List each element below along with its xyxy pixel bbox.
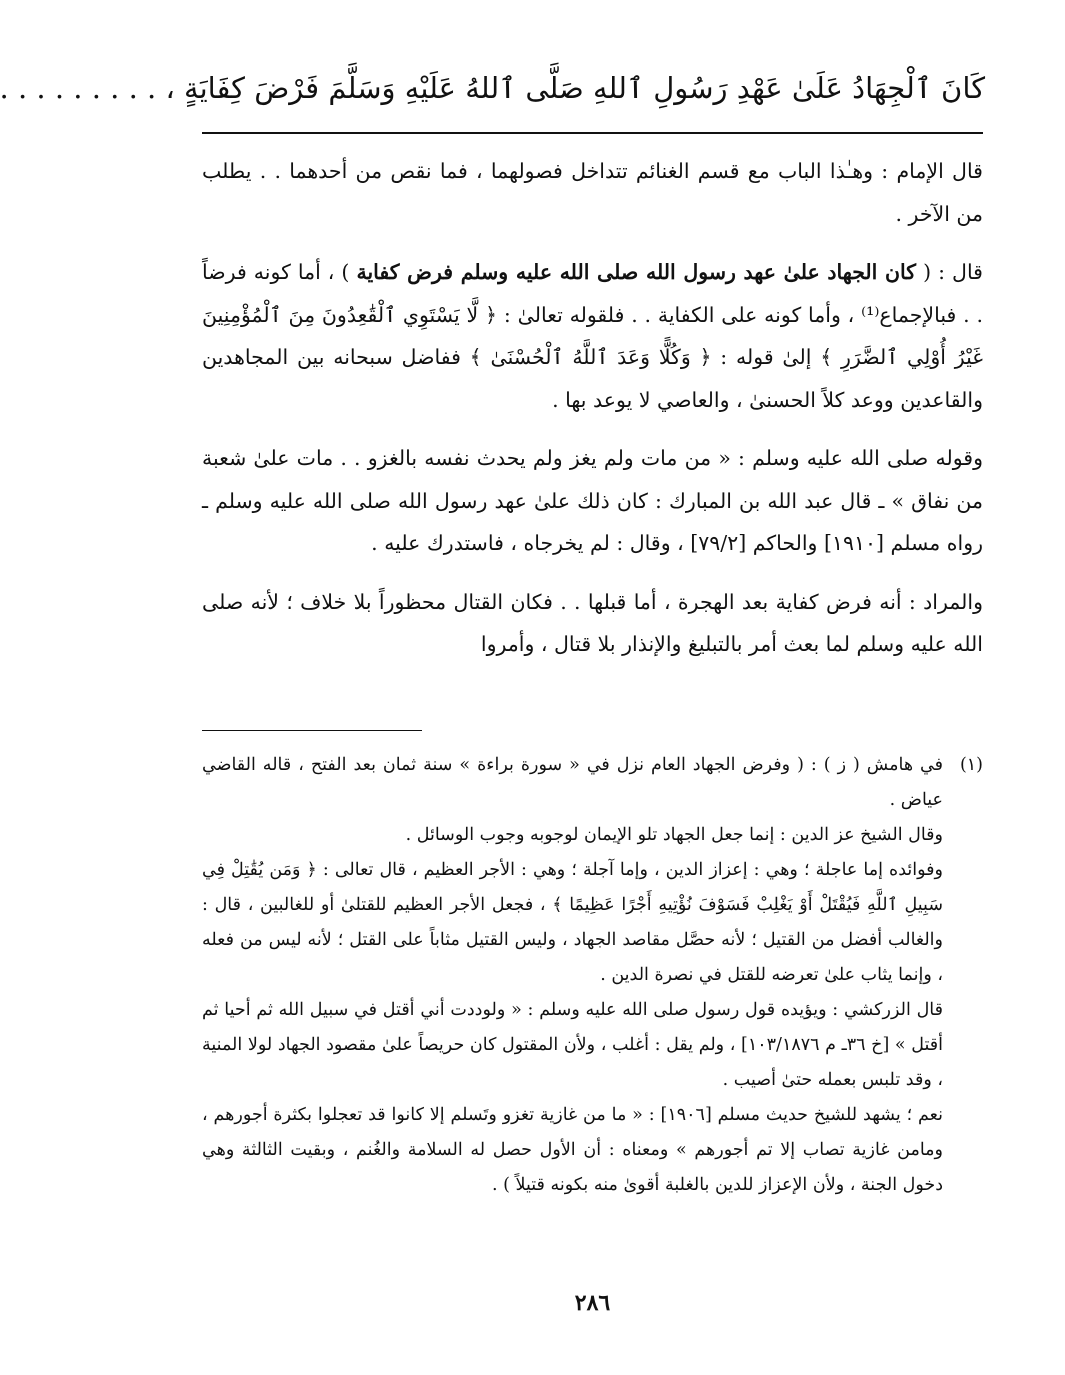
paragraph-2 — [202, 251, 983, 421]
header-divider — [202, 132, 983, 134]
paragraph-3: وقوله صلى الله عليه وسلم : « من مات ولم يغز ولم يحدث نفسه بالغزو . . مات علىٰ شعبة من نفاق » ـ قال عبد الله بن المبارك : كان ذلك علىٰ عهد رسول الله صلى الله عليه وسلم ـ رواه مسلم [١٩١٠] والحاكم [٧٩/٢] ، وقال : لم يخرجاه ، فاستدرك عليه . — [202, 446, 983, 555]
running-header-title: كَانَ ٱلْجِهَادُ عَلَىٰ عَهْدِ رَسُولِ ٱللهِ صَلَّى ٱللهُ عَلَيْهِ وَسَلَّمَ فَرْضَ كِفَايَةٍ ، . . . . . . . . . — [0, 71, 985, 105]
footnote-number: (١) — [959, 755, 983, 775]
paragraph-2-matn: كان الجهاد علىٰ عهد رسول الله صلى الله عليه وسلم فرض كفاية — [356, 260, 917, 284]
paragraph-2-intro: قال : ( — [916, 260, 983, 284]
footnotes — [202, 748, 983, 1203]
paragraph-4: والمراد : أنه فرض كفاية بعد الهجرة ، أما قبلها . . فكان القتال محظوراً بلا خلاف ؛ لأنه صلى الله عليه وسلم لما بعث أمر بالتبليغ والإنذار بلا قتال ، وأمروا — [202, 589, 983, 656]
paragraph-1: قال الإمام : وهـٰذا الباب مع قسم الغنائم تتداخل فصولهما ، فما نقص من أحدهما . . يطلب من الآخر . — [202, 159, 983, 226]
footnote-body — [202, 748, 943, 1203]
paragraph-2-rest: ) ، أما كونه فرضاً . . فبالإجماع⁽¹⁾ ، وأما كونه على الكفاية . . فلقوله تعالىٰ : ﴿ لَّا يَسْتَوِي ٱلْقَٰعِدُونَ مِنَ ٱلْمُؤْمِنِينَ غَيْرُ أُوْلِي ٱلضَّرَرِ ﴾ إلىٰ قوله : ﴿ وَكُلًّا وَعَدَ ٱللَّهُ ٱلْحُسْنَىٰ ﴾ ففاضل سبحانه بين المجاهدين والقاعدين ووعد كلاً الحسنىٰ ، والعاصي لا يوعد بها . — [202, 260, 983, 412]
footnote-1 — [202, 748, 983, 1203]
footnote-divider — [202, 730, 422, 731]
footnote-paragraph-2: وقال الشيخ عز الدين : إنما جعل الجهاد تلو الإيمان لوجوبه وجوب الوسائل . — [405, 825, 943, 845]
footnote-paragraph-4: قال الزركشي : ويؤيده قول رسول صلى الله عليه وسلم : « ولوددت أني أقتل في سبيل الله ثم أحيا ثم أقتل » [خ ٣٦ـ م ١٠٣/١٨٧٦] ، ولم يقل : أغلب ، ولأن المقتول كان حريصاً علىٰ مقصود الجهاد لولا المنية ، وقد تلبس بعمله حتىٰ أصيب . — [202, 1000, 943, 1090]
footnote-paragraph-5: نعم ؛ يشهد للشيخ حديث مسلم [١٩٠٦] : « ما من غازية تغزو وتَسلم إلا كانوا قد تعجلوا بكثرة أجورهم ، ومامن غازية تصاب إلا تم أجورهم » ومعناه : أن الأول حصل له السلامة والغُنم ، وبقيت الثالثة وهي دخول الجنة ، ولأن الإعزاز للدين بالغلبة أقوىٰ منه بكونه قتيلاً ) . — [202, 1105, 943, 1195]
footnote-paragraph-1: في هامش ( ز ) : ( وفرض الجهاد العام نزل في « سورة براءة » سنة ثمان بعد الفتح ، قاله القاضي عياض . — [202, 755, 943, 810]
main-text — [202, 150, 983, 682]
page-number: ٢٨٦ — [574, 1290, 611, 1316]
footnote-paragraph-3: وفوائده إما عاجلة ؛ وهي : إعزاز الدين ، وإما آجلة ؛ وهي : الأجر العظيم ، قال تعالى : ﴿ وَمَن يُقَٰتِلْ فِي سَبِيلِ ٱللَّهِ فَيُقْتَلْ أَوْ يَغْلِبْ فَسَوْفَ نُؤْتِيهِ أَجْرًا عَظِيمًا ﴾ ، فجعل الأجر العظيم للقتلىٰ أو للغالبين ، قال : والغالب أفضل من القتيل ؛ لأنه حصَّل مقاصد الجهاد ، وليس القتيل مثاباً على القتل ؛ لأنه ليس من فعله ، وإنما يثاب علىٰ تعرضه للقتل في نصرة الدين . — [202, 860, 943, 985]
